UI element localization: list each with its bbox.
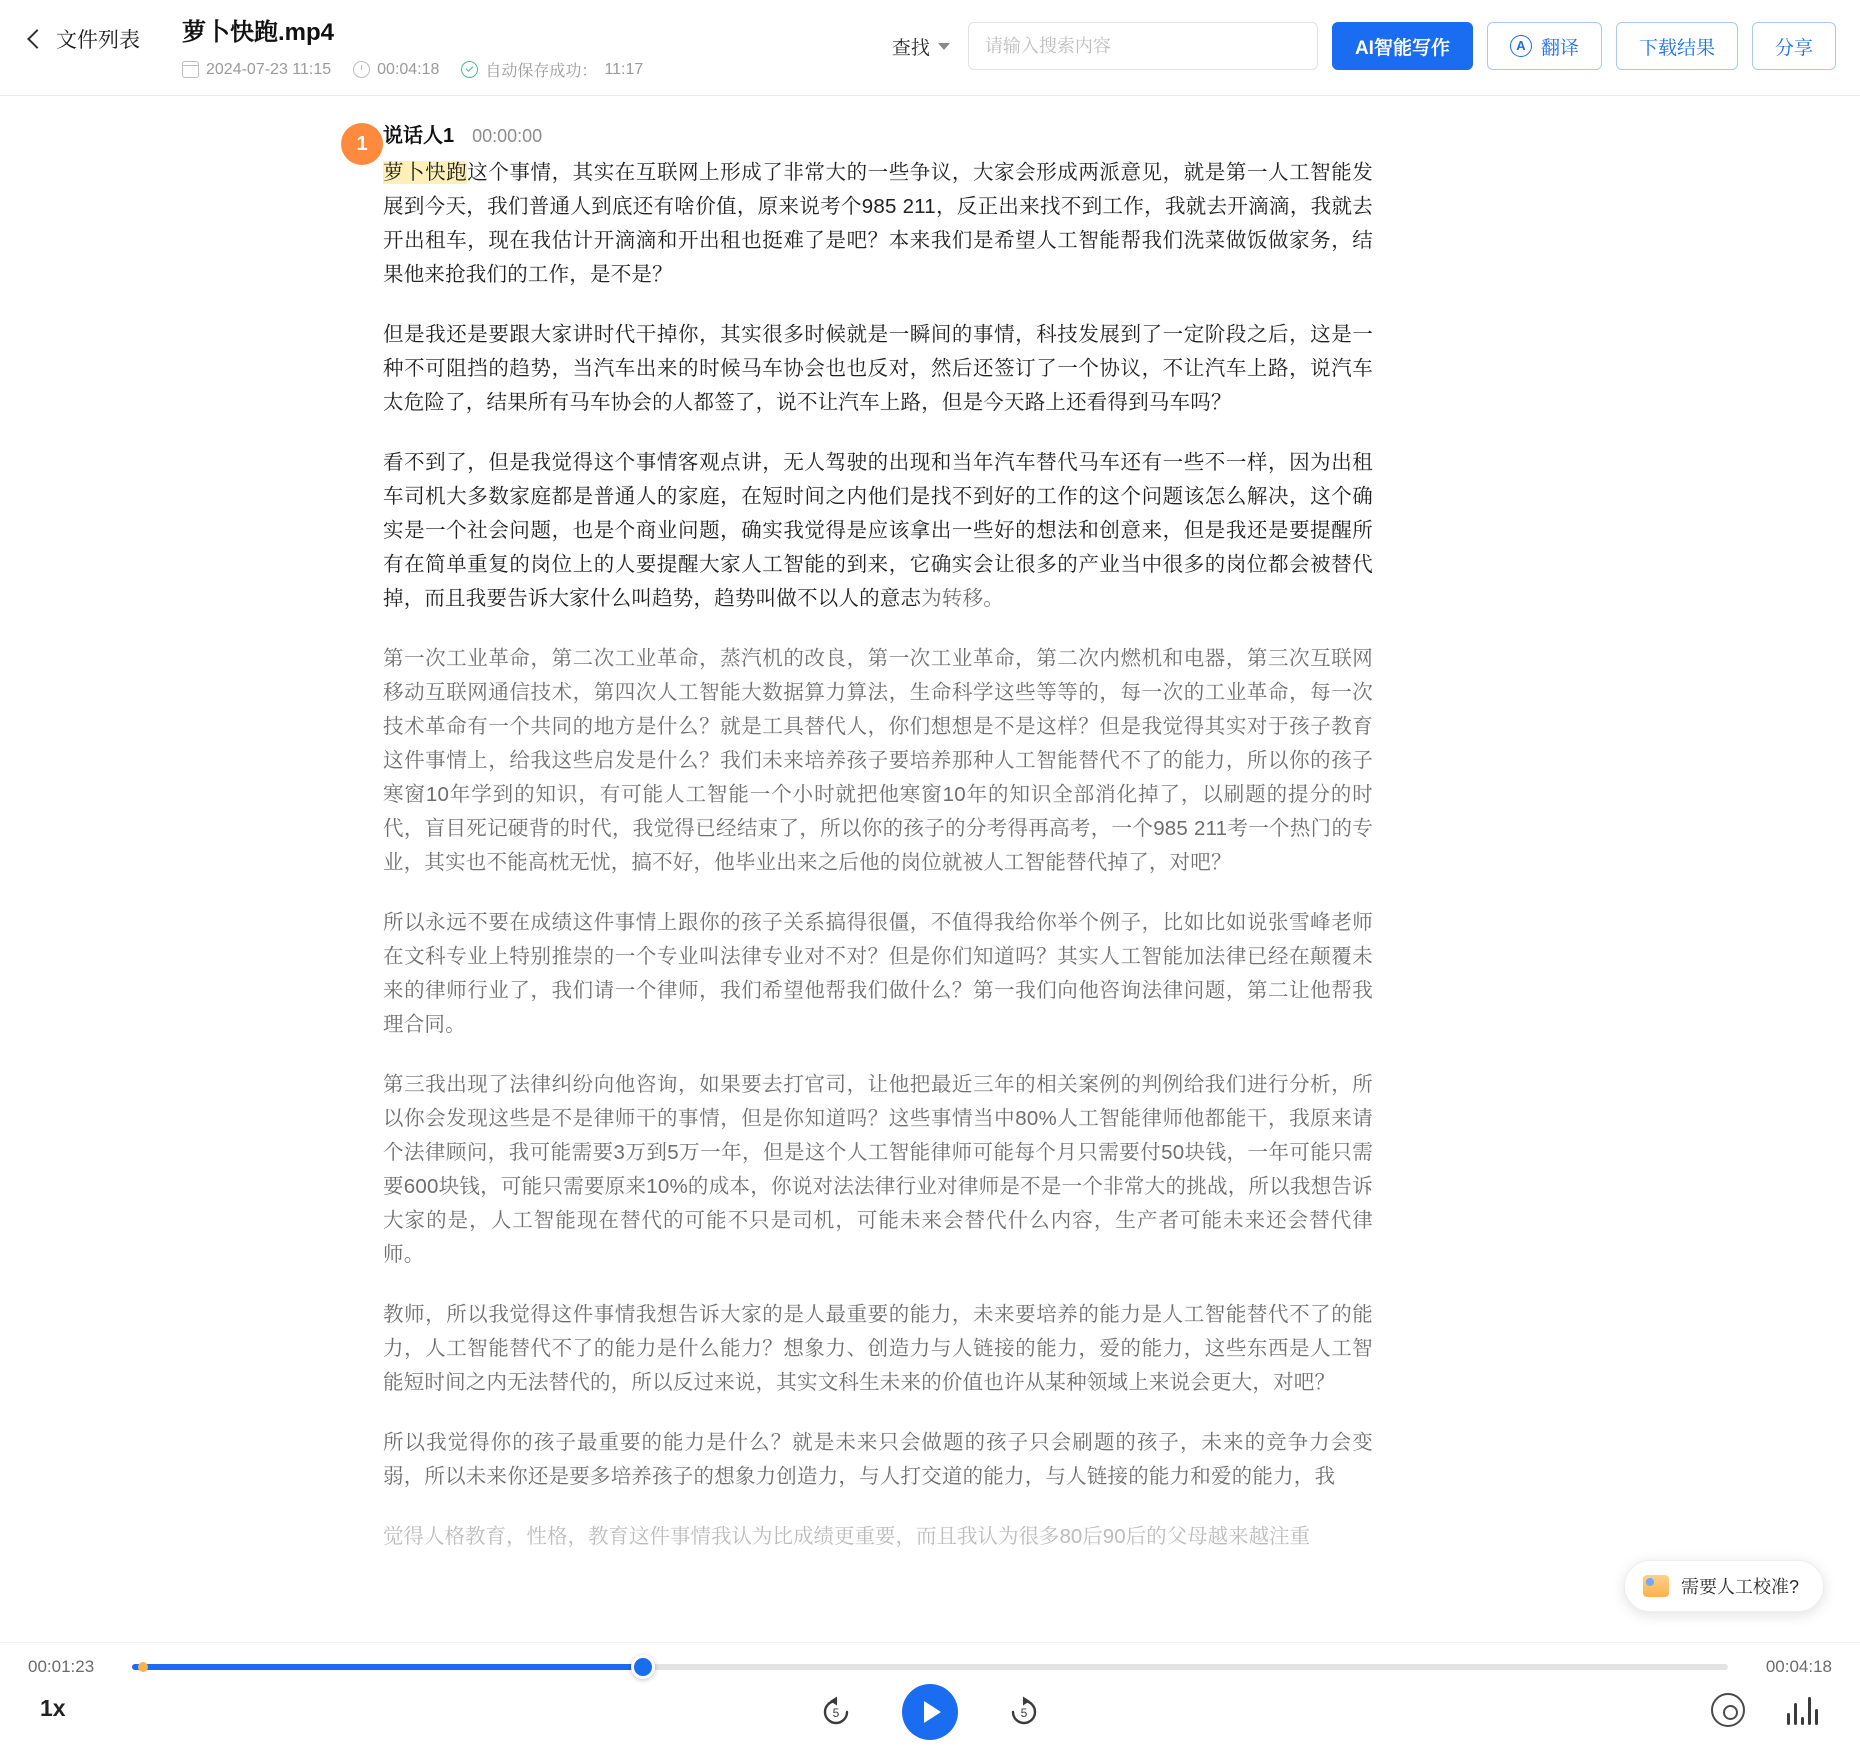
rewind-5-icon[interactable] (816, 1692, 856, 1732)
paragraph-tail: 为转移。 (921, 587, 1005, 610)
chevron-left-icon (27, 29, 47, 49)
total-time: 00:04:18 (1765, 1657, 1832, 1676)
clock-icon (353, 61, 370, 78)
speaker-block (0, 97, 1860, 1554)
meta-date-value: 2024-07-23 11:15 (206, 60, 332, 78)
transcript-paragraph[interactable]: 第三我出现了法律纠纷向他咨询，如果要去打官司，让他把最近三年的相关案例的判例给我们进行分析，所以你会发现这些是不是律师干的事情，但是你知道吗？这些事情当中80%人工智能律师他都能干，我原来请个法律顾问，我可能需要3万到5万一年，但是这个人工智能律师可能每个月只需要付50块钱，一年可能只需要600块钱，可能只需要原来10%的成本，你说对法法律行业对律师是不是一个非常大的挑战，所以我想告诉大家的是，人工智能现在替代的可能不只是司机，可能未来会替代什么内容，生产者可能未来还会替代律师。 (383, 1073, 1373, 1266)
ai-writing-label: AI智能写作 (1354, 37, 1450, 59)
paragraph-text: 这个事情，其实在互联网上形成了非常大的一些争议，大家会形成两派意见，就是第一人工智能发展到今天，我们普通人到底还有啥价值，原来说考个985 211，反正出来找不到工作，我就去开滴滴，我就去开出租车，现在我估计开滴滴和开出租也挺难了是吧？本来我们是希望人工智能帮我们洗菜做饭做家务，结果他来抢我们的工作，是不是？ (383, 161, 1373, 286)
playback-speed-button[interactable]: 1x (40, 1695, 66, 1721)
transcript-paragraph[interactable] (383, 446, 1373, 616)
share-button[interactable] (1752, 22, 1836, 70)
waveform-icon[interactable] (1787, 1695, 1818, 1725)
circle-a-icon: A (1510, 35, 1532, 57)
find-dropdown[interactable] (892, 33, 954, 60)
translate-button[interactable] (1487, 22, 1602, 70)
seek-bar[interactable] (132, 1664, 1728, 1670)
share-label: 分享 (1774, 37, 1813, 59)
speaker-name[interactable]: 说话人1 (383, 125, 455, 147)
transcript-area[interactable] (0, 97, 1860, 1642)
transcript-paragraph[interactable]: 但是我还是要跟大家讲时代干掉你，其实很多时候就是一瞬间的事情，科技发展到了一定阶段之后，这是一种不可阻挡的趋势，当汽车出来的时候马车协会也也反对，然后还签订了一个协议，不让汽车上路，说汽车太危险了，结果所有马车协会的人都签了，说不让汽车上路，但是今天路上还看得到马车吗？ (383, 323, 1373, 414)
player-right-icons (1711, 1693, 1818, 1727)
transcript-paragraph[interactable]: 所以永远不要在成绩这件事情上跟你的孩子关系搞得很僵，不值得我给你举个例子，比如比如说张雪峰老师在文科专业上特别推崇的一个专业叫法律专业对不对？但是你们知道吗？其实人工智能加法律已经在颠覆未来的律师行业了，我们请一个律师，我们希望他帮我们做什么？第一我们向他咨询法律问题，第二让他帮我理合同。 (383, 911, 1373, 1036)
back-label: 文件列表 (56, 29, 140, 52)
page-title: 萝卜快跑.mp4 (182, 19, 335, 46)
meta-autosave (461, 58, 643, 81)
svg-text:5: 5 (832, 1706, 840, 1720)
meta-autosave-label: 自动保存成功： (485, 63, 598, 80)
find-label: 查找 (891, 37, 930, 59)
speaker-timestamp[interactable]: 00:00:00 (472, 126, 543, 146)
header-toolbar (892, 22, 1836, 70)
player-controls (0, 1677, 1860, 1747)
transcript-paragraph[interactable] (383, 156, 1373, 292)
play-button[interactable] (902, 1684, 958, 1740)
ai-writing-button[interactable] (1332, 22, 1473, 70)
human-proofread-icon (1643, 1575, 1669, 1597)
current-time: 00:01:23 (28, 1657, 95, 1676)
speaker-body (383, 119, 1373, 1554)
meta-duration-value: 00:04:18 (377, 60, 440, 78)
seek-start-marker (138, 1662, 148, 1672)
download-label: 下载结果 (1638, 37, 1715, 59)
timeline-row (0, 1643, 1860, 1677)
title-block (182, 0, 742, 81)
transcript-paragraph[interactable]: 教师，所以我觉得这件事情我想告诉大家的是人最重要的能力，未来要培养的能力是人工智能替代不了的能力，人工智能替代不了的能力是什么能力？想象力、创造力与人链接的能力，爱的能力，这些东西是人工智能短时间之内无法替代的，所以反过来说，其实文科生未来的价值也许从某种领域上来说会更大，对吧？ (383, 1303, 1373, 1394)
human-proofread-label: 需要人工校准? (1680, 1577, 1799, 1597)
meta-date (182, 61, 331, 79)
forward-5-icon[interactable] (1004, 1692, 1044, 1732)
highlight-term: 萝卜快跑 (383, 161, 468, 184)
seek-handle[interactable] (631, 1655, 655, 1679)
seek-bar-filled (132, 1664, 643, 1670)
meta-autosave-time: 11:17 (604, 60, 644, 78)
human-proofread-button[interactable] (1624, 1560, 1824, 1612)
check-circle-icon (461, 61, 478, 78)
speaker-header (383, 119, 1373, 148)
chevron-down-icon (938, 43, 950, 50)
paragraph-text: 看不到了，但是我觉得这个事情客观点讲，无人驾驶的出现和当年汽车替代马车还有一些不一样，因为出租车司机大多数家庭都是普通人的家庭，在短时间之内他们是找不到好的工作的这个问题该怎么解决，这个确实是一个社会问题，也是个商业问题，确实我觉得是应该拿出一些好的想法和创意来，但是我还是要提醒所有在简单重复的岗位上的人要提醒大家人工智能的到来，它确实会让很多的产业当中很多的岗位都会被替代掉，而且我要告诉大家什么叫趋势，趋势叫做不以人的意志 (383, 451, 1373, 610)
avatar: 1 (341, 123, 383, 165)
file-meta-row (182, 58, 742, 81)
svg-text:5: 5 (1020, 1706, 1028, 1720)
transcript-paragraph[interactable]: 所以我觉得你的孩子最重要的能力是什么？就是未来只会做题的孩子只会刷题的孩子，未来的竞争力会变弱，所以未来你还是要多培养孩子的想象力创造力，与人打交道的能力，与人链接的能力和爱的能力，我 (383, 1431, 1373, 1488)
translate-label: 翻译 (1540, 37, 1579, 59)
play-icon (924, 1701, 941, 1723)
back-to-file-list[interactable] (0, 0, 178, 54)
media-player (0, 1642, 1860, 1758)
transcript-paragraph[interactable]: 第一次工业革命，第二次工业革命，蒸汽机的改良，第一次工业革命，第二次内燃机和电器，第三次互联网移动互联网通信技术，第四次人工智能大数据算力算法，生命科学这些等等的，每一次的工业革命，每一次技术革命有一个共同的地方是什么？就是工具替代人，你们想想是不是这样？但是我觉得其实对于孩子教育这件事情上，给我这些启发是什么？我们未来培养孩子要培养那种人工智能替代不了的能力，所以你的孩子寒窗10年学到的知识，有可能人工智能一个小时就把他寒窗10年的知识全部消化掉了，以刷题的提分的时代，盲目死记硬背的时代，我觉得已经结束了，所以你的孩子的分考得再高考，一个985 211考一个热门的专业，其实也不能高枕无忧，搞不好，他毕业出来之后他的岗位就被人工智能替代掉了，对吧？ (383, 647, 1373, 874)
calendar-icon (182, 61, 199, 78)
download-button[interactable] (1616, 22, 1738, 70)
target-icon[interactable] (1711, 1693, 1745, 1727)
search-input[interactable] (968, 22, 1318, 70)
transcript-cutoff-line: 觉得人格教育，性格，教育这件事情我认为比成绩更重要，而且我认为很多80后90后的父母越来越注重 (383, 1525, 1311, 1548)
meta-duration (353, 61, 439, 79)
app-header (0, 0, 1860, 96)
